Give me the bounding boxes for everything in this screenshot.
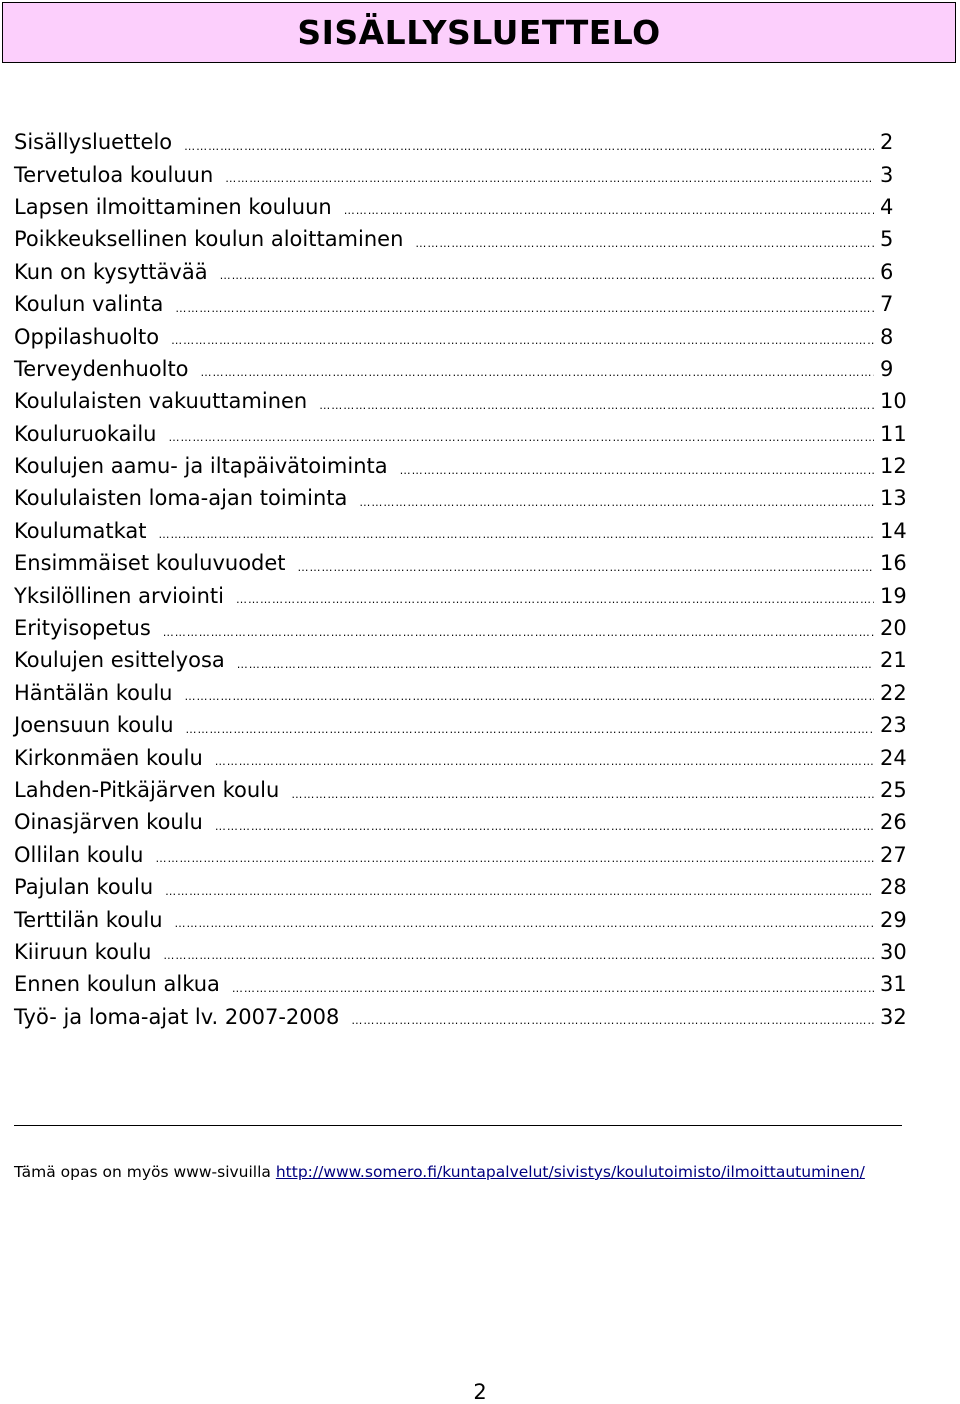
toc-entry-page: 2 — [880, 130, 894, 155]
toc-entry-page: 26 — [880, 810, 907, 835]
toc-entry — [14, 450, 924, 482]
toc-entry-page: 29 — [880, 907, 907, 932]
toc-dot-leader — [163, 618, 874, 639]
toc-dot-leader — [236, 585, 874, 606]
toc-dot-leader — [319, 391, 874, 412]
toc-entry-label: Koulumatkat — [14, 518, 147, 543]
toc-dot-leader — [201, 358, 874, 379]
toc-entry-label: Työ- ja loma-ajat lv. 2007-2008 — [14, 1004, 340, 1029]
toc-entry — [14, 1001, 924, 1033]
toc-entry — [14, 418, 924, 450]
title-box — [2, 2, 956, 63]
toc-entry-label: Koululaisten vakuuttaminen — [14, 389, 308, 414]
toc-entry — [14, 320, 924, 352]
footer-link[interactable]: http://www.somero.fi/kuntapalvelut/sivistys/koulutoimisto/ilmoittautuminen/ — [275, 1163, 865, 1181]
toc-dot-leader — [155, 844, 874, 865]
table-of-contents — [14, 126, 924, 1033]
toc-entry-page: 31 — [880, 972, 907, 997]
toc-entry-label: Lapsen ilmoittaminen kouluun — [14, 194, 332, 219]
toc-entry-label: Kun on kysyttävää — [14, 259, 208, 284]
toc-entry-page: 7 — [880, 292, 894, 317]
toc-entry-page: 19 — [880, 583, 907, 608]
toc-entry — [14, 223, 924, 255]
toc-entry-label: Ollilan koulu — [14, 842, 144, 867]
toc-entry-page: 27 — [880, 842, 907, 867]
toc-entry-page: 12 — [880, 454, 907, 479]
footer-note — [14, 1163, 865, 1181]
toc-entry-page: 22 — [880, 680, 907, 705]
footer-text: Tämä opas on myös www-sivuilla — [14, 1163, 276, 1181]
toc-entry-label: Häntälän koulu — [14, 680, 173, 705]
toc-entry-label: Koulujen aamu- ja iltapäivätoiminta — [14, 454, 388, 479]
toc-entry — [14, 579, 924, 611]
toc-entry-label: Terttilän koulu — [14, 907, 163, 932]
toc-entry-page: 21 — [880, 648, 907, 673]
toc-dot-leader — [168, 423, 874, 444]
toc-entry-page: 3 — [880, 162, 894, 187]
toc-entry-label: Kirkonmäen koulu — [14, 745, 203, 770]
toc-entry-page: 6 — [880, 259, 894, 284]
toc-entry — [14, 839, 924, 871]
toc-entry-page: 8 — [880, 324, 894, 349]
toc-entry-page: 13 — [880, 486, 907, 511]
toc-entry — [14, 256, 924, 288]
page-title: SISÄLLYSLUETTELO — [297, 13, 661, 52]
toc-entry — [14, 547, 924, 579]
toc-dot-leader — [298, 553, 874, 574]
toc-entry-page: 23 — [880, 713, 907, 738]
toc-entry — [14, 644, 924, 676]
toc-entry-label: Koulujen esittelyosa — [14, 648, 225, 673]
toc-entry-page: 4 — [880, 194, 894, 219]
toc-dot-leader — [291, 780, 874, 801]
toc-entry-page: 11 — [880, 421, 907, 446]
toc-entry-label: Erityisopetus — [14, 616, 151, 641]
toc-entry — [14, 806, 924, 838]
toc-entry — [14, 353, 924, 385]
toc-entry-label: Koulun valinta — [14, 292, 164, 317]
toc-entry-label: Sisällysluettelo — [14, 130, 173, 155]
toc-entry-label: Joensuun koulu — [14, 713, 174, 738]
horizontal-rule — [14, 1125, 902, 1126]
toc-entry — [14, 158, 924, 190]
toc-dot-leader — [400, 456, 874, 477]
toc-entry-label: Pajulan koulu — [14, 875, 154, 900]
toc-dot-leader — [215, 812, 874, 833]
toc-entry-label: Kouluruokailu — [14, 421, 157, 446]
toc-entry-page: 16 — [880, 551, 907, 576]
page-number: 2 — [473, 1380, 487, 1404]
toc-dot-leader — [184, 132, 874, 153]
toc-entry-page: 25 — [880, 778, 907, 802]
toc-entry — [14, 871, 924, 903]
toc-dot-leader — [237, 650, 874, 671]
toc-entry — [14, 677, 924, 709]
toc-dot-leader — [171, 326, 874, 347]
toc-entry — [14, 903, 924, 935]
toc-dot-leader — [232, 974, 874, 995]
toc-entry-label: Oinasjärven koulu — [14, 810, 203, 835]
toc-entry — [14, 968, 924, 1000]
toc-entry-page: 20 — [880, 616, 907, 641]
toc-entry — [14, 741, 924, 773]
toc-entry-label: Ennen koulun alkua — [14, 972, 220, 997]
toc-entry-label: Yksilöllinen arviointi — [14, 583, 224, 608]
toc-entry-page: 14 — [880, 518, 907, 543]
toc-entry-label: Tervetuloa kouluun — [14, 162, 214, 187]
toc-entry-page: 9 — [880, 356, 894, 381]
toc-dot-leader — [158, 520, 874, 541]
toc-entry — [14, 612, 924, 644]
toc-dot-leader — [351, 1006, 874, 1027]
toc-dot-leader — [415, 229, 874, 250]
toc-dot-leader — [175, 909, 874, 930]
toc-entry — [14, 482, 924, 514]
toc-entry — [14, 126, 924, 158]
toc-entry — [14, 385, 924, 417]
toc-entry-label: Terveydenhuolto — [14, 356, 189, 381]
toc-dot-leader — [165, 877, 874, 898]
toc-entry-page: 5 — [880, 227, 894, 252]
toc-entry-label: Kiiruun koulu — [14, 939, 152, 964]
toc-entry-label: Poikkeuksellinen koulun aloittaminen — [14, 227, 404, 252]
toc-entry — [14, 515, 924, 547]
toc-dot-leader — [215, 747, 874, 768]
toc-entry — [14, 936, 924, 968]
toc-dot-leader — [186, 715, 874, 736]
toc-entry-page: 10 — [880, 389, 907, 414]
toc-dot-leader — [175, 294, 874, 315]
toc-dot-leader — [225, 164, 874, 185]
toc-dot-leader — [344, 196, 874, 217]
toc-entry — [14, 191, 924, 223]
toc-entry-page: 28 — [880, 875, 907, 900]
toc-entry-label: Ensimmäiset kouluvuodet — [14, 551, 286, 576]
toc-dot-leader — [220, 261, 874, 282]
toc-entry-page: 32 — [880, 1004, 907, 1029]
toc-entry-label: Koululaisten loma-ajan toiminta — [14, 486, 348, 511]
toc-entry — [14, 709, 924, 741]
toc-entry-label: Oppilashuolto — [14, 324, 160, 349]
toc-entry — [14, 774, 924, 806]
toc-entry-page: 24 — [880, 745, 907, 770]
toc-dot-leader — [359, 488, 874, 509]
toc-entry-page: 30 — [880, 939, 907, 964]
toc-dot-leader — [184, 682, 874, 703]
toc-entry — [14, 288, 924, 320]
toc-dot-leader — [163, 941, 874, 962]
toc-entry-label: Lahden-Pitkäjärven koulu — [14, 778, 280, 802]
